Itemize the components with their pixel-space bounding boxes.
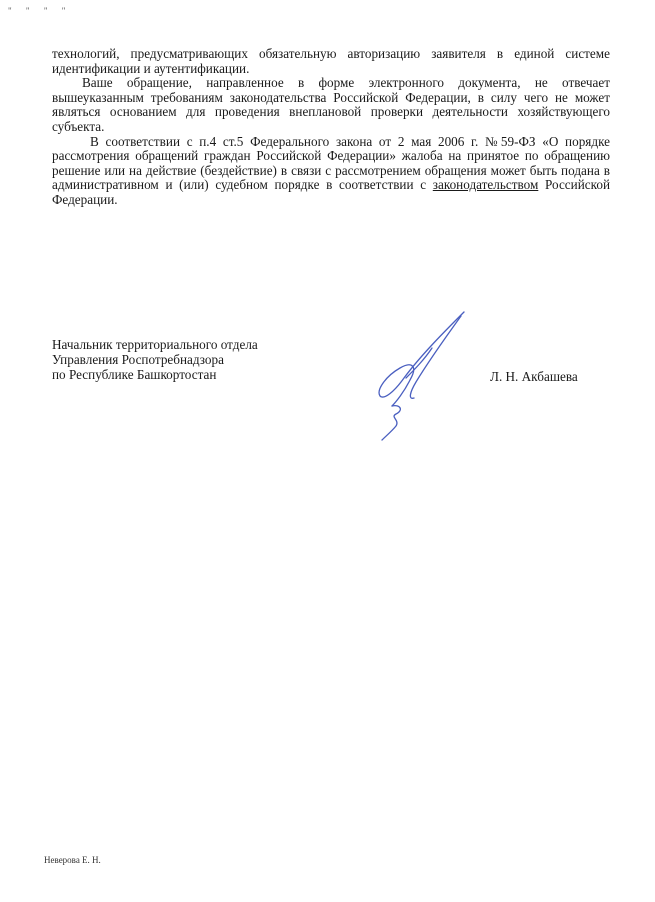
paragraph-1: технологий, предусматривающих обязательную авторизацию заявителя в единой системе идентификации и аутентификации. — [52, 46, 610, 76]
signer-name: Л. Н. Акбашева — [490, 369, 578, 384]
paragraph-2: Ваше обращение, направленное в форме электронного документа, не отвечает вышеуказанным требованиям законодательства Российской Федерации, в силу чего не может являться основанием для проведения внеплановой проверки деятельности хозяйствующего субъекта. — [52, 75, 610, 134]
signatory-title-line-3: по Республике Башкортостан — [52, 366, 217, 382]
signatory-title-line-1: Начальник территориального отдела — [52, 337, 258, 352]
paragraph-3-end: Российской Федерации. — [52, 177, 611, 207]
signatory-title-line-2: Управления Роспотребнадзора — [52, 351, 224, 367]
legislation-link[interactable]: законодательством — [432, 177, 539, 193]
letter-body — [52, 47, 610, 208]
signatory-title — [52, 338, 258, 382]
handwritten-signature — [366, 300, 476, 445]
corner-marks: " " " " — [8, 6, 72, 16]
executor-name: Неверова Е. Н. — [44, 855, 101, 865]
paragraph-3-text: В соответствии с п.4 ст.5 Федерального закона от 2 мая 2006 г. №59-ФЗ «О порядке рассмотрения обращений граждан Российской Федерации» жалоба на принятое по обращению решение или на действие (бездействие) в связи с рассмотрением обращения может быть подана в административном и (или) судебном порядке в соответствии с — [52, 133, 610, 193]
paragraph-3 — [52, 135, 610, 208]
